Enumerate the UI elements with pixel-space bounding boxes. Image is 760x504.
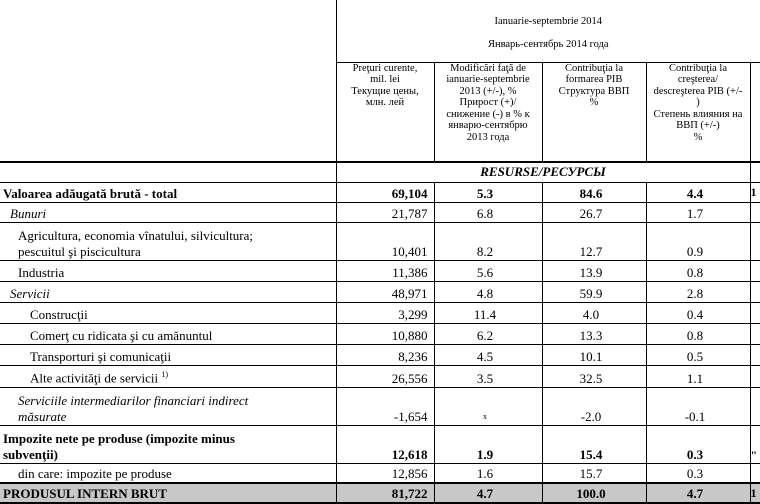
cell-change: 3.5 (434, 365, 542, 387)
table-row (0, 302, 760, 323)
cell-current-prices: 11,386 (336, 260, 434, 281)
col-header-contribution: Contribuţia la creşterea/ descreşterea PIB (+/- ) Степень влияния на ВВП (+/-) % (646, 62, 750, 162)
truncated-cell: " (750, 425, 760, 463)
cell-contribution: 0.3 (646, 463, 750, 483)
row-label-line2: pescuitul şi piscicultura (18, 244, 336, 260)
row-label-line2: măsurate (18, 409, 336, 425)
cell-contribution: 0.9 (646, 222, 750, 260)
cell-contribution: 2.8 (646, 281, 750, 302)
cell-change: 1.6 (434, 463, 542, 483)
cell-contribution: 1.1 (646, 365, 750, 387)
row-label (0, 222, 336, 260)
cell-current-prices: 21,787 (336, 202, 434, 222)
cell-change: 11.4 (434, 302, 542, 323)
cell-contribution: 4.7 (646, 483, 750, 503)
period-header-row (0, 0, 760, 62)
row-label-line2: subvenţii) (3, 447, 336, 463)
cell-contribution: 0.8 (646, 260, 750, 281)
cell-structure: 4.0 (542, 302, 646, 323)
cell-structure: 26.7 (542, 202, 646, 222)
table-row (0, 425, 760, 463)
cell-current-prices: 12,856 (336, 463, 434, 483)
row-label-text: Alte activităţi de servicii (30, 371, 158, 386)
row-label: Transporturi şi comunicaţii (0, 344, 336, 365)
cell-structure: 12.7 (542, 222, 646, 260)
cell-change: x (434, 387, 542, 425)
cell-change: 8.2 (434, 222, 542, 260)
row-label-line1: Agricultura, economia vînatului, silvicultura; (18, 228, 336, 244)
cell-contribution: -0.1 (646, 387, 750, 425)
cell-current-prices: 81,722 (336, 483, 434, 503)
cell-current-prices: -1,654 (336, 387, 434, 425)
cell-structure: 13.3 (542, 323, 646, 344)
row-label: Industria (0, 260, 336, 281)
cell-contribution: 0.3 (646, 425, 750, 463)
cell-change: 4.8 (434, 281, 542, 302)
cell-contribution: 0.5 (646, 344, 750, 365)
table-row (0, 344, 760, 365)
period-ru: Январь-сентябрь 2014 года (337, 39, 760, 51)
truncated-cell: 1 (750, 483, 760, 503)
cell-current-prices: 12,618 (336, 425, 434, 463)
cell-current-prices: 48,971 (336, 281, 434, 302)
footnote-marker: 1) (161, 370, 168, 379)
col-header-change: Modificări faţă de ianuarie-septembrie 2013 (+/-), % Прирост (+)/ снижение (-) в % к январю-сентябрю 2013 года (434, 62, 542, 162)
cell-change: 6.8 (434, 202, 542, 222)
table-row (0, 365, 760, 387)
cell-current-prices: 69,104 (336, 182, 434, 202)
row-label: Valoarea adăugată brută - total (0, 182, 336, 202)
row-label (0, 425, 336, 463)
table-row (0, 281, 760, 302)
table-row (0, 182, 760, 202)
cell-change: 1.9 (434, 425, 542, 463)
section-row (0, 162, 760, 182)
col-header-structure: Contribuţia la formarea PIB Структура ВВП % (542, 62, 646, 162)
row-label (0, 365, 336, 387)
row-label: din care: impozite pe produse (0, 463, 336, 483)
truncated-cell: 1 (750, 182, 760, 202)
row-label-line1: Impozite nete pe produse (impozite minus (3, 431, 336, 447)
cell-current-prices: 3,299 (336, 302, 434, 323)
row-label-line1: Serviciile intermediarilor financiari indirect (18, 393, 336, 409)
table-row (0, 202, 760, 222)
cell-structure: 13.9 (542, 260, 646, 281)
table-row (0, 222, 760, 260)
row-label: Bunuri (0, 202, 336, 222)
table-row (0, 323, 760, 344)
cell-structure: -2.0 (542, 387, 646, 425)
row-label: Comerţ cu ridicata şi cu amănuntul (0, 323, 336, 344)
cell-structure: 84.6 (542, 182, 646, 202)
row-label (0, 387, 336, 425)
cell-structure: 10.1 (542, 344, 646, 365)
cell-current-prices: 10,401 (336, 222, 434, 260)
cell-current-prices: 26,556 (336, 365, 434, 387)
cell-contribution: 0.4 (646, 302, 750, 323)
cell-structure: 32.5 (542, 365, 646, 387)
cell-change: 4.5 (434, 344, 542, 365)
cell-structure: 15.4 (542, 425, 646, 463)
row-label: Construcţii (0, 302, 336, 323)
cell-change: 4.7 (434, 483, 542, 503)
section-title: RESURSE/РЕСУРСЫ (336, 162, 750, 182)
total-row (0, 483, 760, 503)
cell-change: 5.6 (434, 260, 542, 281)
period-header (336, 0, 760, 62)
cell-structure: 15.7 (542, 463, 646, 483)
cell-change: 5.3 (434, 182, 542, 202)
cell-change: 6.2 (434, 323, 542, 344)
cell-contribution: 1.7 (646, 202, 750, 222)
table-row (0, 463, 760, 483)
table-row (0, 260, 760, 281)
cell-contribution: 0.8 (646, 323, 750, 344)
row-label: Servicii (0, 281, 336, 302)
header-blank-cell (0, 0, 336, 162)
table-row (0, 387, 760, 425)
col-header-current-prices: Preţuri curente, mil. lei Текущие цены, млн. лей (336, 62, 434, 162)
cell-structure: 100.0 (542, 483, 646, 503)
cell-current-prices: 8,236 (336, 344, 434, 365)
period-ro: Ianuarie-septembrie 2014 (337, 16, 760, 28)
cell-contribution: 4.4 (646, 182, 750, 202)
row-label: PRODUSUL INTERN BRUT (0, 483, 336, 503)
cell-current-prices: 10,880 (336, 323, 434, 344)
cell-structure: 59.9 (542, 281, 646, 302)
